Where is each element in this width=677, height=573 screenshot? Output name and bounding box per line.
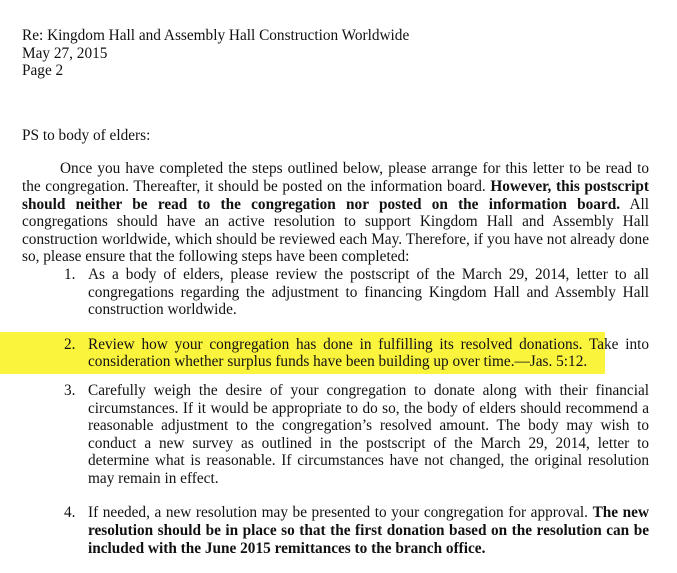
intro-bold-notice: However, this postscript should neither be read to the congregation nor posted on the information board. [22, 177, 649, 213]
list-item-highlighted [22, 336, 649, 371]
steps-list [22, 266, 649, 557]
salutation: PS to body of elders: [22, 126, 151, 144]
intro-paragraph [22, 160, 649, 266]
step-text: As a body of elders, please review the postscript of the March 29, 2014, letter to all congregations regarding the adjustment to financing Kingdom Hall and Assembly Hall construction worldwide. [88, 265, 649, 319]
step-number: 2. [64, 335, 76, 353]
list-item [22, 266, 649, 319]
subject-line: Re: Kingdom Hall and Assembly Hall Construction Worldwide [22, 27, 410, 44]
step-number: 3. [64, 381, 76, 399]
step-text: Carefully weigh the desire of your congregation to donate along with their financial circumstances. If it would be appropriate to do so, the body of elders should recommend a reasonable adjustment to the congregation’s resolved amount. The body may wish to conduct a new survey as outlined in the postscript of the March 29, 2014, letter to determine what is reasonable. If circumstances have not changed, the original resolution may remain in effect. [88, 381, 649, 487]
step-text-bold: The new resolution should be in place so that the first donation based on the resolution can be included with the June 2015 remittances to the branch office. [88, 504, 649, 557]
step-text [88, 504, 649, 556]
list-item [22, 382, 649, 488]
step-number: 1. [64, 265, 76, 283]
letter-header [22, 27, 649, 80]
letter-date: May 27, 2015 [22, 44, 108, 62]
page-number: Page 2 [22, 62, 64, 80]
list-item [22, 504, 649, 557]
step-text-plain: If needed, a new resolution may be presented to your congregation for approval. [88, 504, 593, 522]
step-number: 4. [64, 504, 76, 522]
intro-text-2: All congregations should have an active resolution to support Kingdom Hall and Assembly Hall construction worldwide, which should be reviewed each May. Therefore, if you have not already done so, please ensure that the following steps have been completed: [22, 195, 650, 266]
step-text: Review how your congregation has done in fulfilling its resolved donations. Take into consideration whether surplus funds have been building up over time.—Jas. 5:12. [88, 335, 649, 371]
intro-text-1: Once you have completed the steps outlined below, please arrange for this letter to be read to the congregation. Thereafter, it should be posted on the information board. [22, 160, 649, 195]
